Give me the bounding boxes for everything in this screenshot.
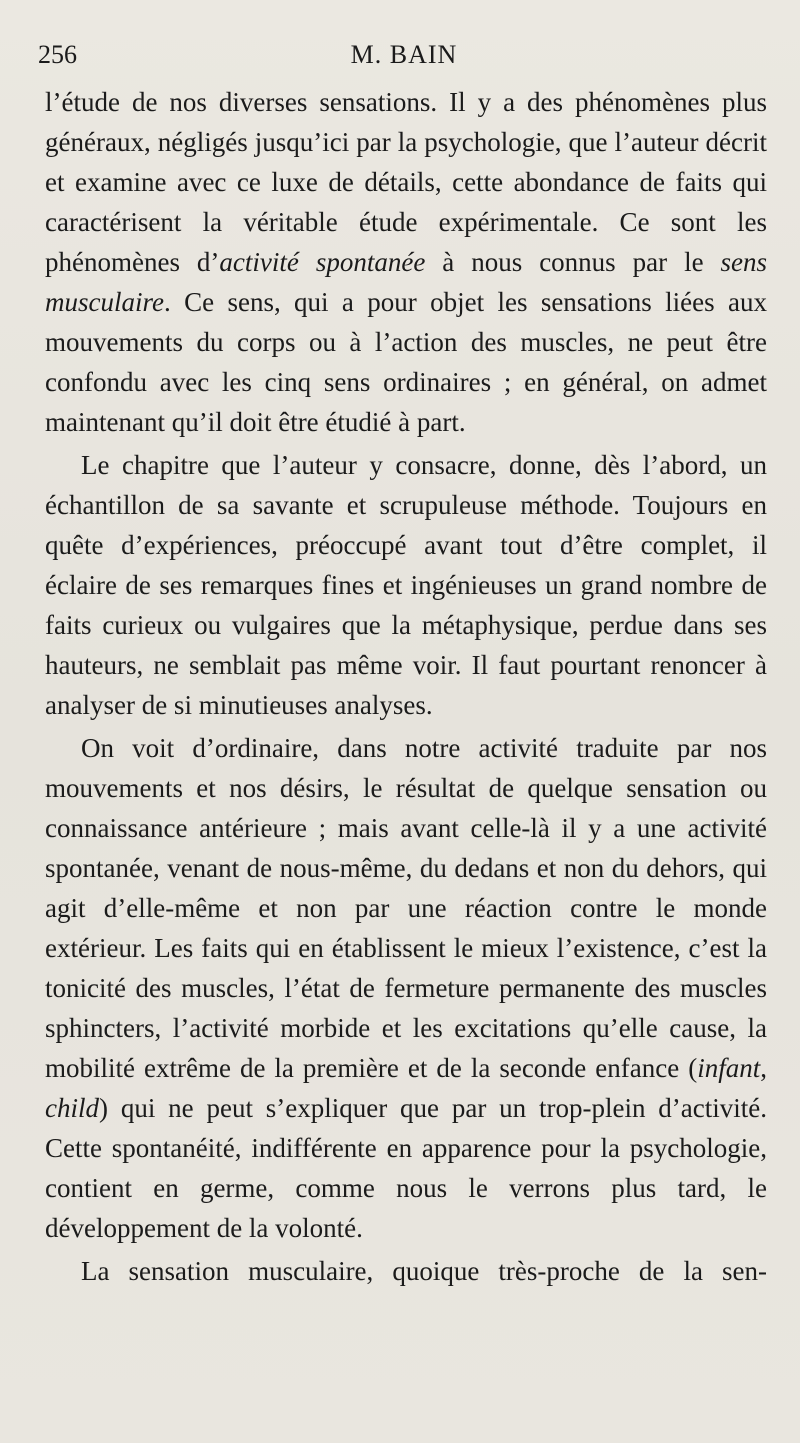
text-segment: à nous connus par le — [425, 247, 721, 277]
page-number: 256 — [38, 40, 77, 69]
italic-segment: activité spontanée — [219, 247, 426, 277]
paragraph-2 — [45, 445, 767, 725]
text-segment: Le chapitre que l’auteur y consacre, donne, dès l’abord, un échantillon de sa savante et scrupuleuse méthode. Toujours en quête d’expériences, préoccupé avant tout d’être complet, il éclaire de ses remarques fines et ingénieuses un grand nombre de faits curieux ou vulgaires que la métaphysique, perdue dans ses hauteurs, ne semblait pas même voir. Il faut pourtant renoncer à analyser de si minutieuses analyses. — [45, 450, 767, 720]
paragraph-4 — [45, 1251, 767, 1291]
text-segment: l’étude de nos diverses sensations. Il y a des phénomènes plus généraux, négligés jusqu’ici par la psychologie, que l’auteur décrit et examine avec ce luxe de détails, cette abondance de faits qui caractérisent la véritable étude expérimentale. Ce sont les phénomènes d’ — [45, 87, 767, 277]
text-segment: , — [760, 1053, 767, 1083]
text-segment: ) qui ne peut s’expliquer que par un trop-plein d’activité. Cette spontanéité, indifférente en apparence pour la psychologie, contient en germe, comme nous le verrons plus tard, le développement de la volonté. — [45, 1093, 767, 1243]
paragraph-3 — [45, 728, 767, 1248]
paragraph-1 — [45, 82, 767, 442]
running-head: M. BAIN — [350, 40, 458, 69]
text-segment: . Ce sens, qui a pour objet les sensations liées aux mouvements du corps ou à l’action des muscles, ne peut être confondu avec les cinq sens ordinaires ; en général, on admet maintenant qu’il doit être étudié à part. — [45, 287, 767, 437]
text-segment: On voit d’ordinaire, dans notre activité traduite par nos mouvements et nos désirs, le résultat de quelque sensation ou connaissance antérieure ; mais avant celle-là il y a une activité spontanée, venant de nous-même, du dedans et non du dehors, qui agit d’elle-même et non par une réaction contre le monde extérieur. Les faits qui en établissent le mieux l’existence, c’est la tonicité des muscles, l’état de fermeture permanente des muscles sphincters, l’activité morbide et les excitations qu’elle cause, la mobilité extrême de la première et de la seconde enfance ( — [45, 733, 767, 1083]
text-segment: La sensation musculaire, quoique très-proche de la sen- — [81, 1256, 767, 1286]
italic-segment: infant — [697, 1053, 761, 1083]
page-header — [38, 40, 770, 80]
page-body — [45, 82, 767, 1294]
italic-segment: sens musculaire — [45, 247, 768, 317]
italic-segment: child — [45, 1093, 99, 1123]
